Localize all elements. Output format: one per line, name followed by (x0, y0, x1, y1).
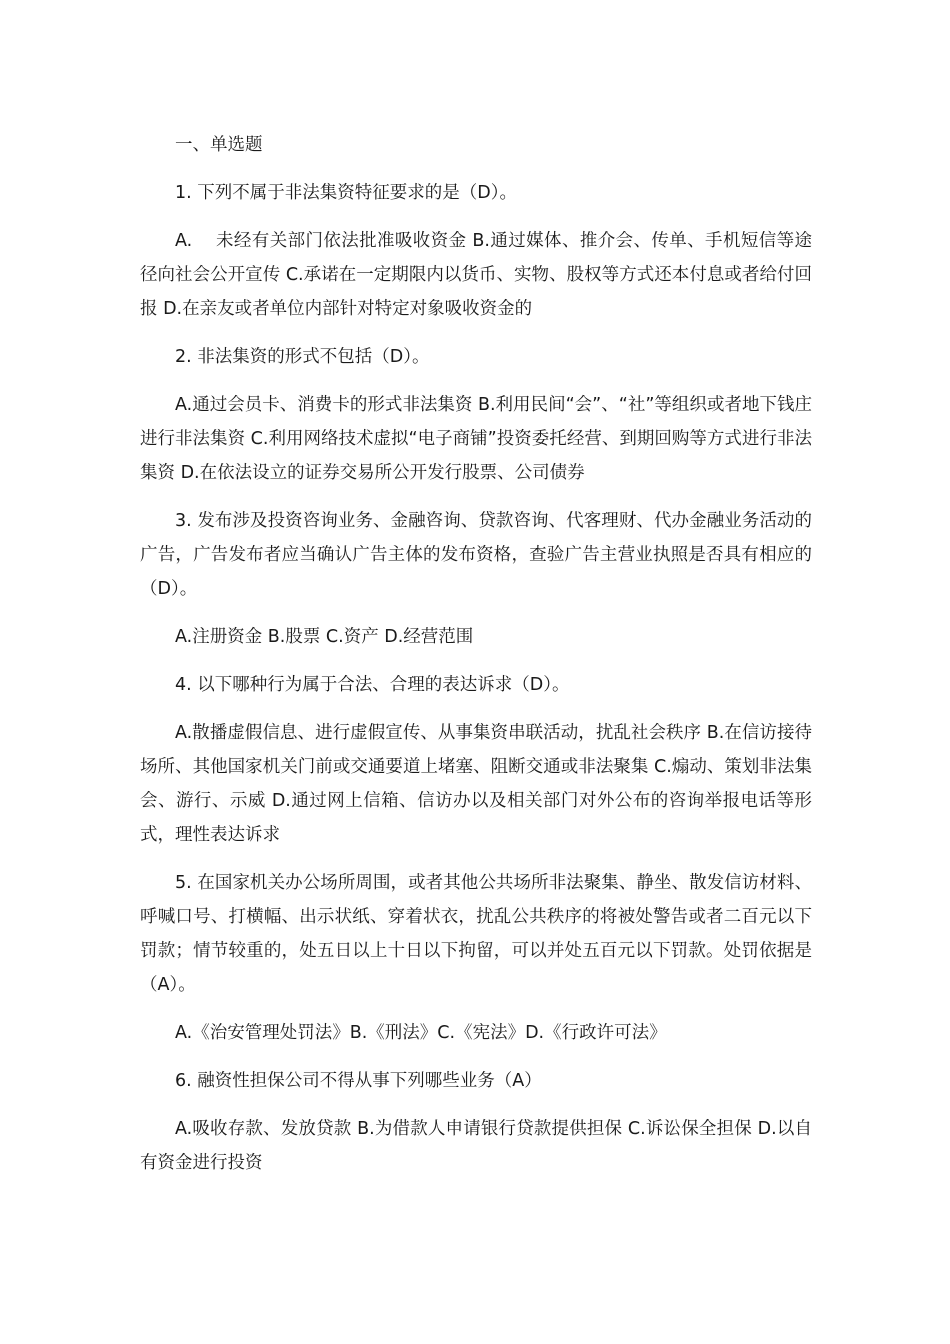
section-title: 一、单选题 (175, 135, 263, 155)
question-6-options: A.吸收存款、发放贷款 B.为借款人申请银行贷款提供担保 C.诉讼保全担保 D.以自有资金进行投资 (140, 1119, 812, 1173)
question-5-options: A.《治安管理处罚法》B.《刑法》C.《宪法》D.《行政许可法》 (175, 1023, 667, 1043)
question-2: 2. 非法集资的形式不包括（D）。 (175, 347, 430, 367)
question-4: 4. 以下哪种行为属于合法、合理的表达诉求（D）。 (175, 675, 570, 695)
question-5: 5. 在国家机关办公场所周围，或者其他公共场所非法聚集、静坐、散发信访材料、呼喊口号、打横幅、出示状纸、穿着状衣，扰乱公共秩序的将被处警告或者二百元以下罚款；情节较重的，处五日以上十日以下拘留，可以并处五百元以下罚款。处罚依据是（A）。 (140, 873, 812, 995)
question-3-options: A.注册资金 B.股票 C.资产 D.经营范围 (175, 627, 474, 647)
document-page (140, 128, 812, 1194)
question-6: 6. 融资性担保公司不得从事下列哪些业务（A） (175, 1071, 542, 1091)
question-1-options: A. 未经有关部门依法批准吸收资金 B.通过媒体、推介会、传单、手机短信等途径向社会公开宣传 C.承诺在一定期限内以货币、实物、股权等方式还本付息或者给付回报 D.在亲友或者单位内部针对特定对象吸收资金的 (140, 231, 812, 319)
question-1: 1. 下列不属于非法集资特征要求的是（D）。 (175, 183, 517, 203)
question-3: 3. 发布涉及投资咨询业务、金融咨询、贷款咨询、代客理财、代办金融业务活动的广告，广告发布者应当确认广告主体的发布资格，查验广告主营业执照是否具有相应的（D）。 (140, 511, 812, 599)
question-2-options: A.通过会员卡、消费卡的形式非法集资 B.利用民间“会”、“社”等组织或者地下钱庄进行非法集资 C.利用网络技术虚拟“电子商铺”投资委托经营、到期回购等方式进行非法集资 D.在依法设立的证券交易所公开发行股票、公司债券 (140, 395, 812, 483)
question-4-options: A.散播虚假信息、进行虚假宣传、从事集资串联活动，扰乱社会秩序 B.在信访接待场所、其他国家机关门前或交通要道上堵塞、阻断交通或非法聚集 C.煽动、策划非法集会、游行、示威 D.通过网上信箱、信访办以及相关部门对外公布的咨询举报电话等形式，理性表达诉求 (140, 723, 812, 845)
